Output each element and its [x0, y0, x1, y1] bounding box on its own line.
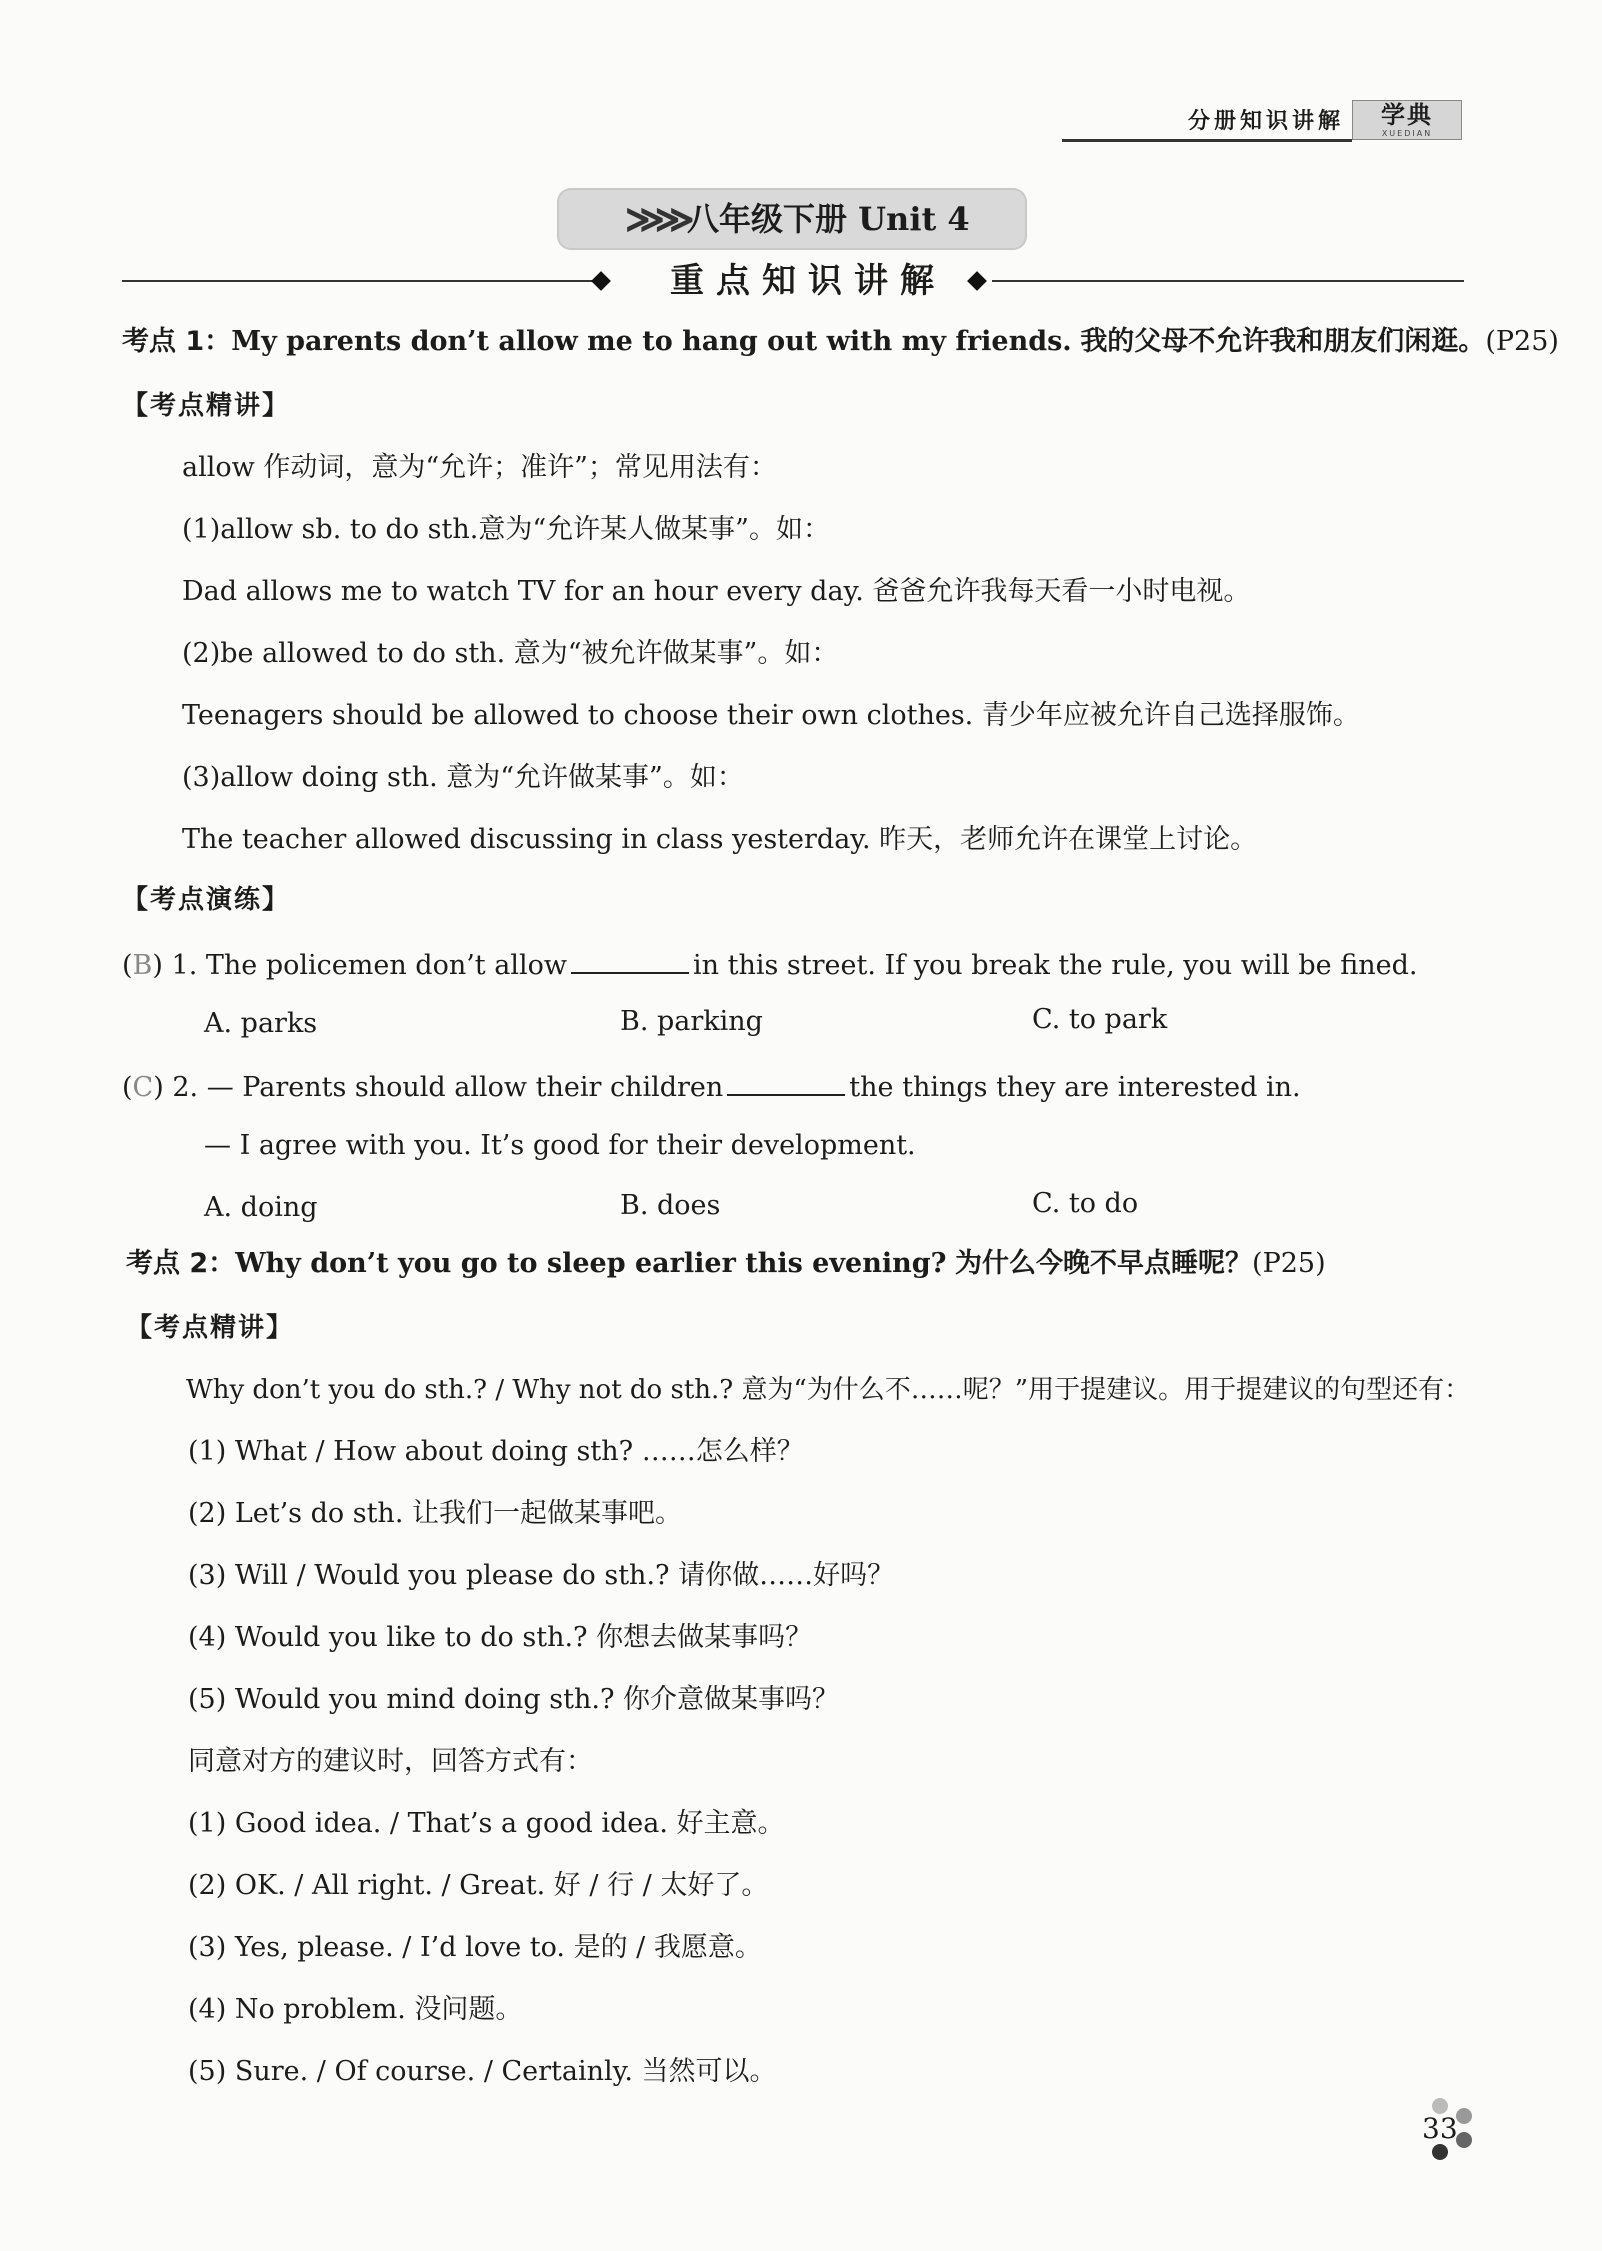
point1-explain-title: 【考点精讲】 [122, 391, 291, 421]
answer-paren-open: ( [122, 1072, 133, 1103]
point2-translation: 为什么今晚不早点睡呢？ [955, 1248, 1253, 1279]
hexagon-decoration-icon [1432, 2144, 1448, 2160]
question-1-prefix: 1. The policemen don’t allow [171, 950, 567, 981]
point2-line: (1) What / How about doing sth? ……怎么样？ [188, 1436, 804, 1467]
diamond-icon [591, 271, 611, 291]
point1-line: (2)be allowed to do sth. 意为“被允许做某事”。如： [182, 638, 839, 669]
point2-line: (1) Good idea. / That’s a good idea. 好主意。 [188, 1808, 785, 1839]
section-divider-right [992, 280, 1464, 282]
point2-label: 考点 2： [126, 1248, 236, 1279]
point1-line: (1)allow sb. to do sth.意为“允许某人做某事”。如： [182, 514, 830, 545]
question-2-option-b: B. does [620, 1190, 721, 1221]
answer-paren-close: ) [153, 1072, 164, 1103]
question-2-option-a: A. doing [204, 1192, 318, 1223]
hexagon-decoration-icon [1456, 2108, 1472, 2124]
answer-blank [571, 944, 689, 974]
point2-line: (5) Sure. / Of course. / Certainly. 当然可以。 [188, 2056, 777, 2087]
question-1 [122, 944, 1417, 984]
question-1-option-c: C. to park [1032, 1004, 1168, 1035]
point2-ref: (P25) [1252, 1248, 1326, 1279]
answer-blank [727, 1066, 845, 1096]
answer-mark: C [132, 1072, 154, 1103]
header-section-tag [1042, 100, 1462, 144]
hexagon-decoration-icon [1456, 2132, 1472, 2148]
point2-line: (2) Let’s do sth. 让我们一起做某事吧。 [188, 1498, 682, 1529]
header-section-label: 分册知识讲解 [1187, 109, 1344, 134]
point2-line: (3) Yes, please. / I’d love to. 是的 / 我愿意。 [188, 1932, 762, 1963]
point2-line: (3) Will / Would you please do sth.? 请你做……好吗？ [188, 1560, 895, 1591]
point1-line: The teacher allowed discussing in class yesterday. 昨天，老师允许在课堂上讨论。 [182, 824, 1258, 855]
point1-translation: 我的父母不允许我和朋友们闲逛。 [1080, 326, 1486, 357]
point2-line: (5) Would you mind doing sth.? 你介意做某事吗？ [188, 1684, 840, 1715]
question-1-option-b: B. parking [620, 1006, 763, 1037]
point1-practice-title: 【考点演练】 [122, 885, 291, 915]
point2-line: 同意对方的建议时，回答方式有： [188, 1746, 593, 1777]
point2-line: Why don’t you do sth.? / Why not do sth.? 意为“为什么不……呢？”用于提建议。用于提建议的句型还有： [186, 1375, 1471, 1405]
answer-paren-close: ) [152, 950, 163, 981]
point1-line: (3)allow doing sth. 意为“允许做某事”。如： [182, 762, 744, 793]
point1-sentence: My parents don’t allow me to hang out with my friends. [231, 326, 1072, 357]
answer-paren-open: ( [122, 950, 133, 981]
answer-mark: B [132, 950, 153, 981]
brand-name-cn: 学典 [1381, 100, 1433, 129]
section-divider-left [122, 280, 592, 282]
point1-line: Teenagers should be allowed to choose their own clothes. 青少年应被允许自己选择服饰。 [182, 700, 1360, 731]
point2-line: (2) OK. / All right. / Great. 好 / 行 / 太好了。 [188, 1870, 769, 1901]
question-2 [122, 1066, 1301, 1106]
point1-label: 考点 1： [122, 326, 232, 357]
unit-title-box [557, 188, 1027, 250]
question-1-option-a: A. parks [204, 1008, 318, 1039]
question-1-suffix: in this street. If you break the rule, you will be fined. [692, 950, 1418, 981]
point1-line: Dad allows me to watch TV for an hour every day. 爸爸允许我每天看一小时电视。 [182, 576, 1251, 607]
point2-explain-title: 【考点精讲】 [126, 1313, 295, 1343]
question-2-reply: — I agree with you. It’s good for their development. [204, 1130, 916, 1161]
page-number: 33 [1422, 2112, 1458, 2145]
header-underline [1062, 139, 1352, 142]
point2-line: (4) No problem. 没问题。 [188, 1994, 523, 2025]
question-2-prefix: 2. — Parents should allow their children [172, 1072, 724, 1103]
point2-sentence: Why don’t you go to sleep earlier this evening? [235, 1248, 947, 1279]
point1-ref: (P25) [1485, 326, 1559, 357]
point1-line: allow 作动词，意为“允许；准许”；常见用法有： [182, 452, 777, 483]
point2-heading [126, 1246, 1326, 1282]
point1-heading [122, 324, 1559, 360]
chevron-right-icon: ≫≫ [625, 196, 685, 241]
question-2-suffix: the things they are interested in. [849, 1072, 1301, 1103]
unit-title: 八年级下册 Unit 4 [687, 200, 970, 238]
brand-logo [1352, 100, 1462, 140]
question-2-option-c: C. to do [1032, 1188, 1139, 1219]
point2-line: (4) Would you like to do sth.? 你想去做某事吗？ [188, 1622, 813, 1653]
diamond-icon [967, 271, 987, 291]
brand-name-en: XUEDIAN [1381, 129, 1433, 138]
section-heading: 重点知识讲解 [670, 261, 946, 301]
